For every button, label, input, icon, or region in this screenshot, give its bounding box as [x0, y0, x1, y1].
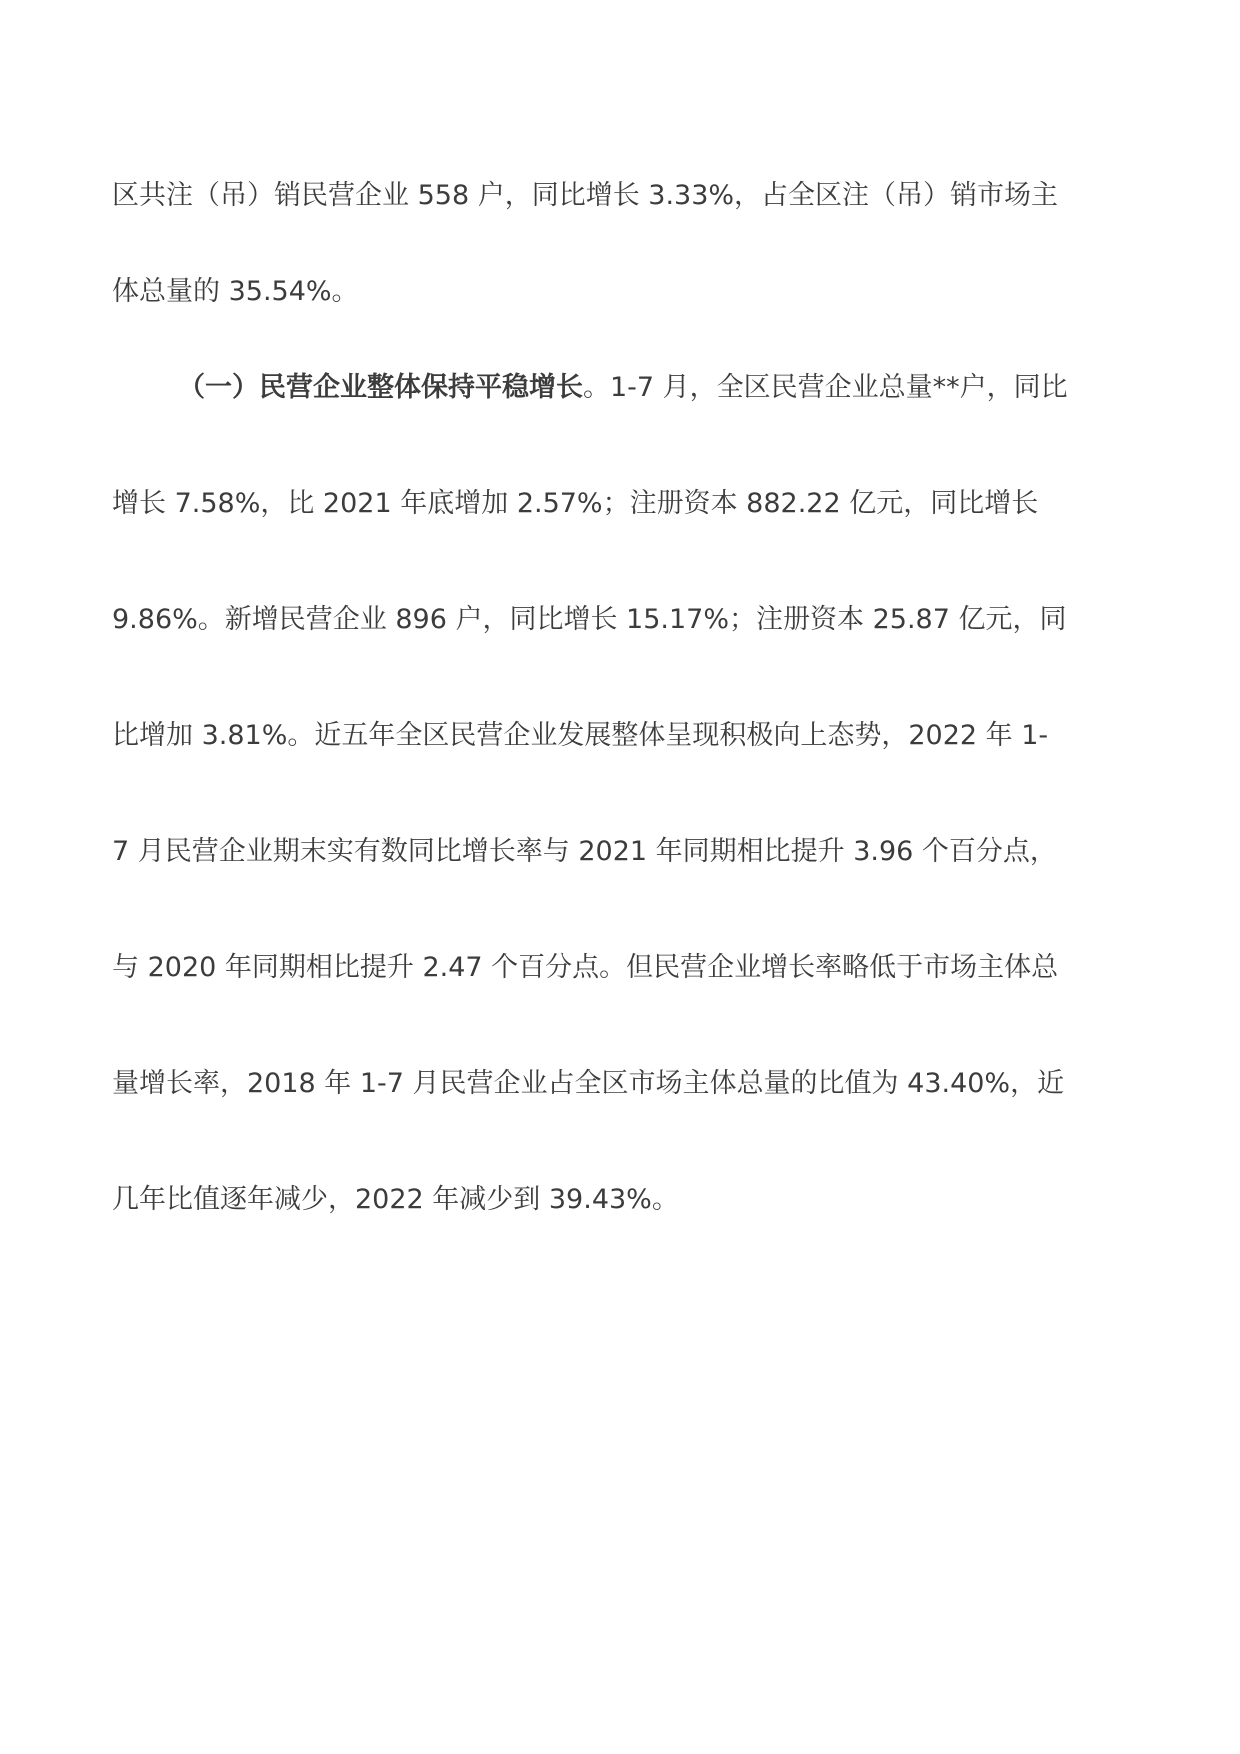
- paragraph-line-8: 量增长率，2018 年 1-7 月民营企业占全区市场主体总量的比值为 43.40%，近: [112, 1068, 1065, 1099]
- paragraph-line-9: 几年比值逐年减少，2022 年减少到 39.43%。: [112, 1184, 679, 1215]
- paragraph-line-3: 增长 7.58%，比 2021 年底增加 2.57%；注册资本 882.22 亿元，同比增长: [112, 488, 1039, 519]
- paragraph-line-2: 体总量的 35.54%。: [112, 276, 359, 307]
- paragraph-line-1: 区共注（吊）销民营企业 558 户，同比增长 3.33%，占全区注（吊）销市场主: [112, 180, 1059, 211]
- section-lead-line: [178, 368, 1198, 408]
- paragraph-line-7: 与 2020 年同期相比提升 2.47 个百分点。但民营企业增长率略低于市场主体总: [112, 952, 1059, 983]
- section-lead-text: 。1-7 月，全区民营企业总量**户，同比: [583, 372, 1068, 403]
- paragraph-line-5: 比增加 3.81%。近五年全区民营企业发展整体呈现积极向上态势，2022 年 1-: [112, 720, 1049, 751]
- paragraph-line-4: 9.86%。新增民营企业 896 户，同比增长 15.17%；注册资本 25.87 亿元，同: [112, 604, 1067, 635]
- section-heading: （一）民营企业整体保持平稳增长: [178, 372, 583, 403]
- paragraph-line-6: 7 月民营企业期末实有数同比增长率与 2021 年同期相比提升 3.96 个百分点，: [112, 836, 1057, 867]
